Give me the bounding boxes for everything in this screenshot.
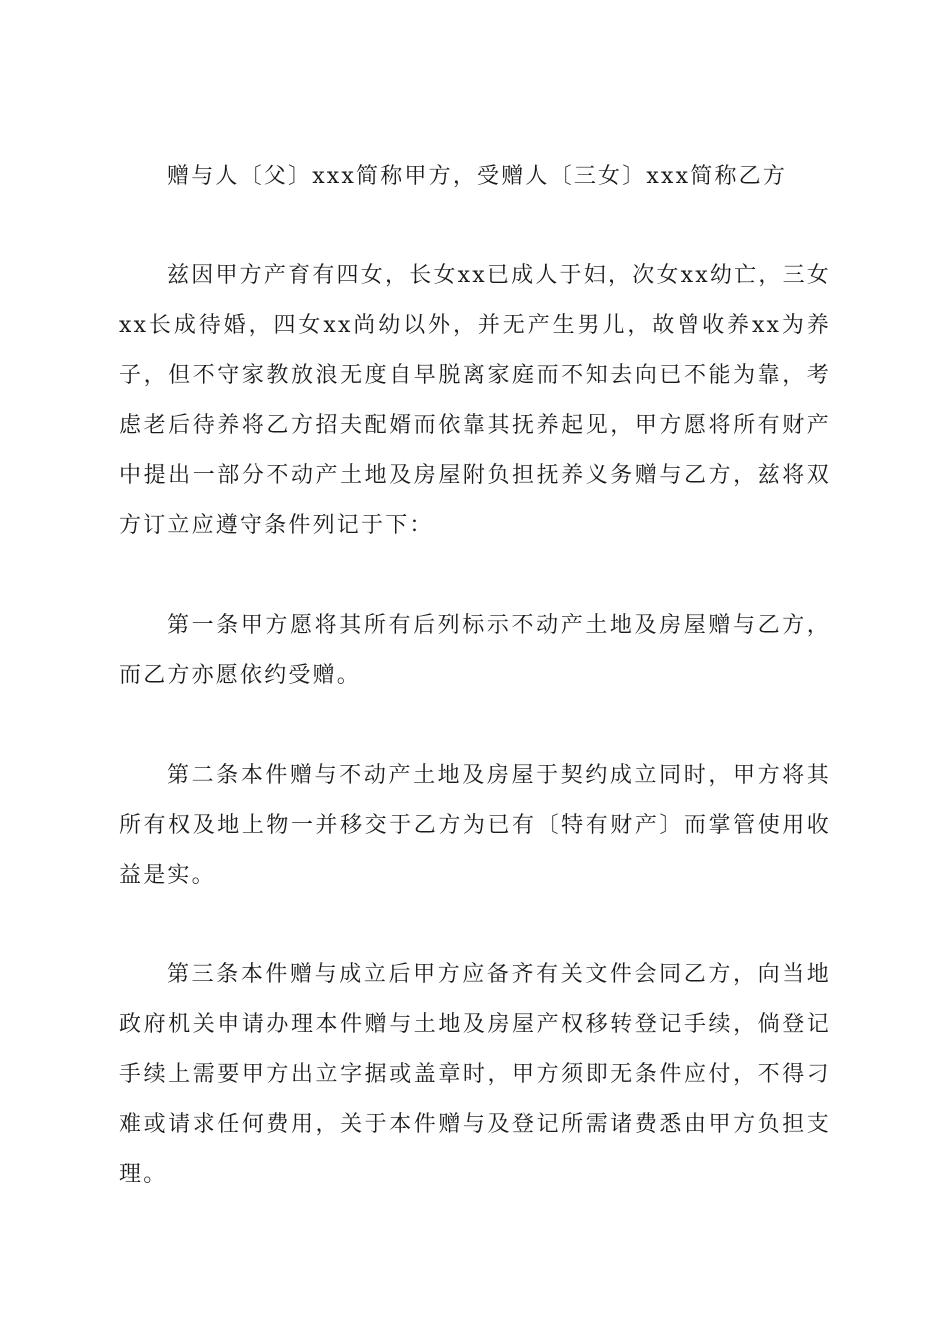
article-2-paragraph: 第二条本件赠与不动产土地及房屋于契约成立同时，甲方将其所有权及地上物一并移交于乙方为已有〔特有财产〕而掌管使用收益是实。 [119, 763, 831, 888]
parties-line: 赠与人〔父〕xxx简称甲方，受赠人〔三女〕xxx简称乙方 [167, 164, 788, 189]
article-3-paragraph: 第三条本件赠与成立后甲方应备齐有关文件会同乙方，向当地政府机关申请办理本件赠与土地及房屋产权移转登记手续，倘登记手续上需要甲方出立字据或盖章时，甲方须即无条件应付，不得刁难或请求任何费用，关于本件赠与及登记所需诸费悉由甲方负担支理。 [119, 962, 831, 1187]
preamble-paragraph: 兹因甲方产育有四女，长女xx已成人于妇，次女xx幼亡，三女xx长成待婚，四女xx尚幼以外，并无产生男儿，故曾收养xx为养子，但不守家教放浪无度自早脱离家庭而不知去向已不能为靠，考虑老后待养将乙方招夫配婿而依靠其抚养起见，甲方愿将所有财产中提出一部分不动产土地及房屋附负担抚养义务赠与乙方，兹将双方订立应遵守条件列记于下： [119, 263, 831, 538]
article-1-paragraph: 第一条甲方愿将其所有后列标示不动产土地及房屋赠与乙方，而乙方亦愿依约受赠。 [119, 613, 831, 688]
